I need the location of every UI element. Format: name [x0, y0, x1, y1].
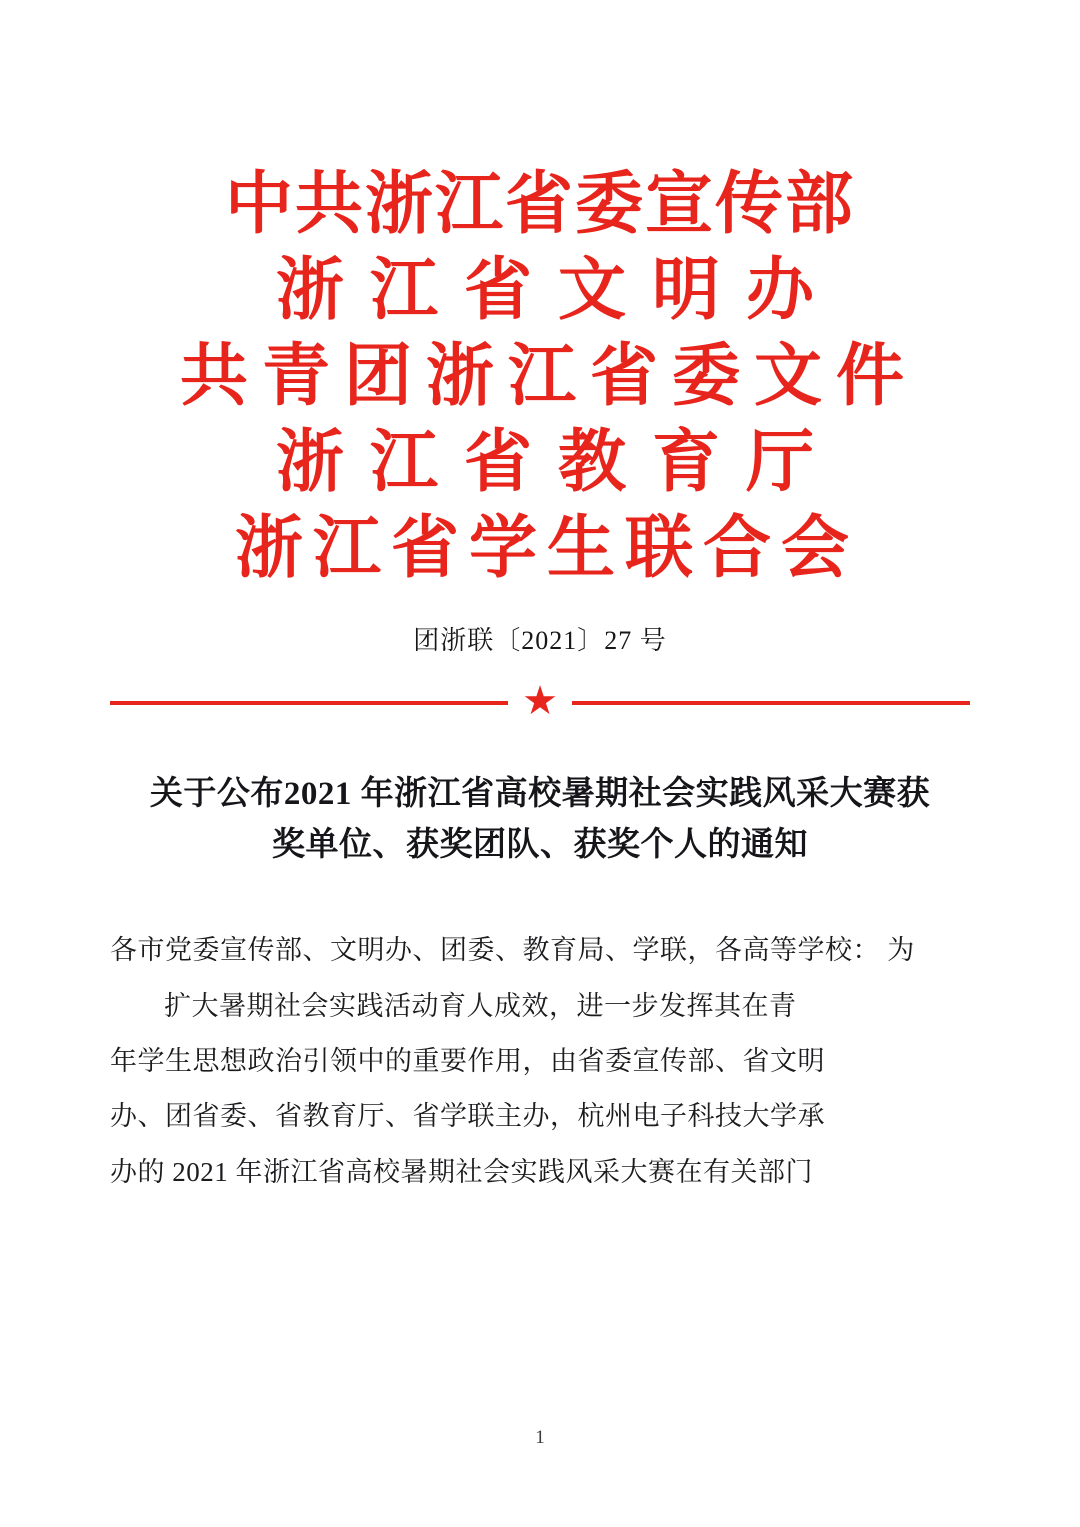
rule-line-left: [110, 701, 508, 705]
letterhead-line-2: 浙江省文明办: [275, 252, 840, 328]
document-number: 团浙联〔2021〕27 号: [413, 626, 667, 655]
page-number: 1: [535, 1427, 545, 1448]
letterhead: [110, 0, 970, 586]
document-body: [110, 923, 970, 1200]
body-paragraph-1: 各市党委宣传部、文明办、团委、教育局、学联，各高等学校： 为: [110, 935, 915, 966]
body-paragraph-5: 办的 2021 年浙江省高校暑期社会实践风采大赛在有关部门: [110, 1156, 813, 1187]
body-paragraph-4: 办、团省委、省教育厅、省学联主办，杭州电子科技大学承: [110, 1101, 825, 1132]
rule-line-right: [572, 701, 970, 705]
red-separator-rule: [110, 678, 970, 723]
document-title: 关于公布2021 年浙江省高校暑期社会实践风采大赛获奖单位、获奖团队、获奖个人的通知: [149, 776, 931, 864]
letterhead-line-3: 共青团浙江省委文件: [179, 338, 918, 414]
star-icon: ★: [522, 678, 558, 723]
letterhead-line-5: 浙江省学生联合会: [234, 510, 859, 586]
letterhead-line-1: 中共浙江省委宣传部: [224, 166, 855, 242]
letterhead-line-4: 浙江省教育厅: [275, 424, 840, 500]
body-paragraph-3: 年学生思想政治引领中的重要作用，由省委宣传部、省文明: [110, 1045, 825, 1076]
body-paragraph-2: 扩大暑期社会实践活动育人成效，进一步发挥其在青: [164, 990, 797, 1021]
